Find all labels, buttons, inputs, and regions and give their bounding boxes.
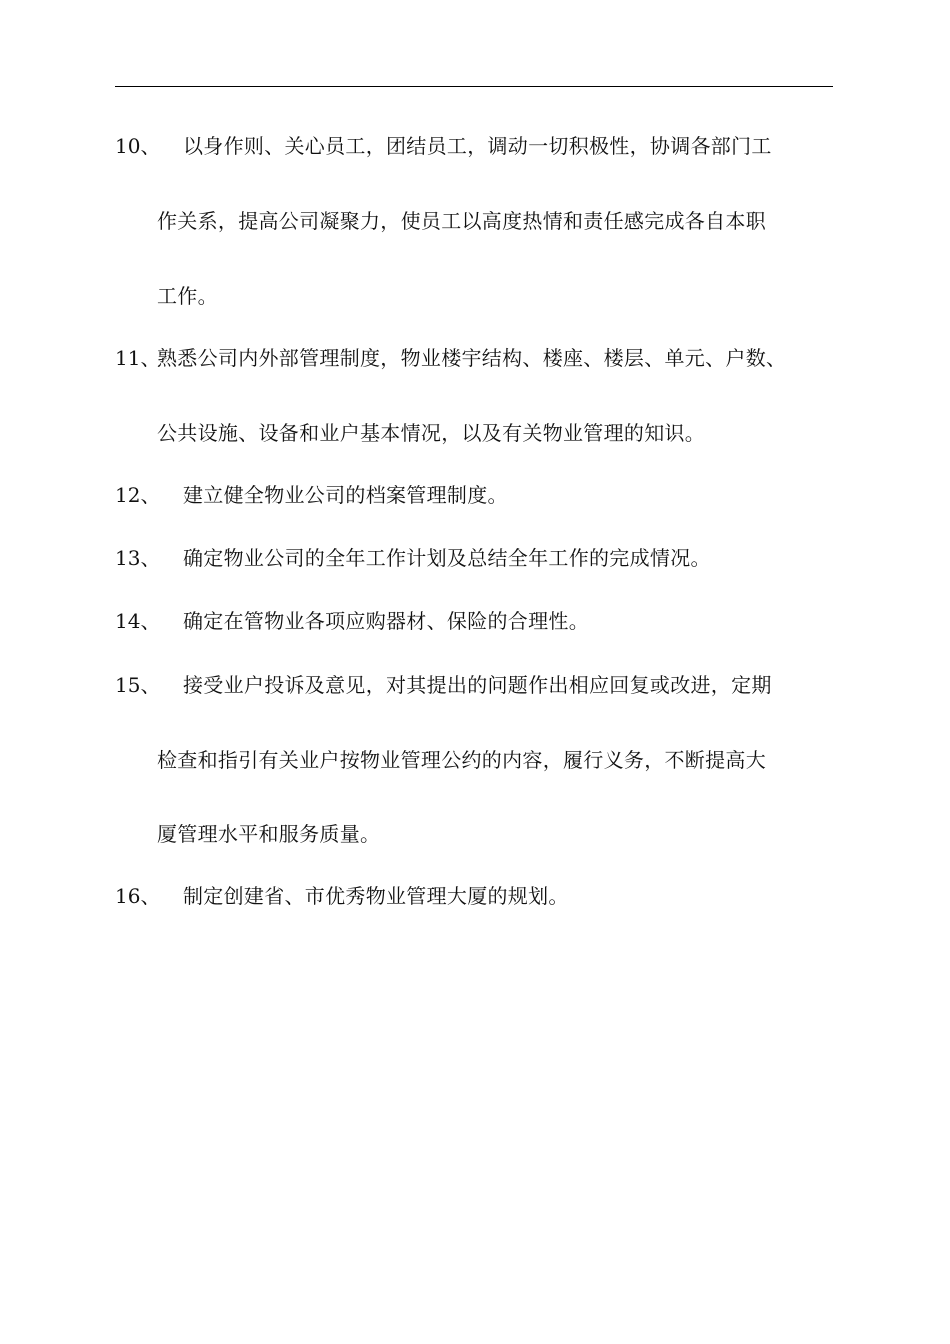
item-number: 12、 (115, 483, 161, 507)
item-number: 13、 (115, 546, 161, 570)
item-text-line: 以身作则、关心员工，团结员工，调动一切积极性，协调各部门工 (183, 134, 772, 158)
item-text-line: 确定在管物业各项应购器材、保险的合理性。 (183, 609, 589, 633)
item-number: 11、 (115, 346, 161, 370)
item-text-line: 工作。 (157, 284, 218, 308)
item-number: 10、 (115, 134, 161, 158)
item-number: 16、 (115, 884, 161, 908)
item-text-line: 确定物业公司的全年工作计划及总结全年工作的完成情况。 (183, 546, 711, 570)
item-text-line: 熟悉公司内外部管理制度，物业楼宇结构、楼座、楼层、单元、户数、 (157, 346, 787, 370)
item-text-line: 检查和指引有关业户按物业管理公约的内容，履行义务，不断提高大 (157, 748, 766, 772)
item-number: 14、 (115, 609, 161, 633)
item-text-line: 公共设施、设备和业户基本情况，以及有关物业管理的知识。 (157, 421, 706, 445)
header-rule (115, 86, 833, 87)
item-text-line: 厦管理水平和服务质量。 (157, 822, 381, 846)
item-number: 15、 (115, 673, 161, 697)
item-text-line: 作关系，提高公司凝聚力，使员工以高度热情和责任感完成各自本职 (157, 209, 766, 233)
item-text-line: 制定创建省、市优秀物业管理大厦的规划。 (183, 884, 569, 908)
item-text-line: 建立健全物业公司的档案管理制度。 (183, 483, 508, 507)
item-text-line: 接受业户投诉及意见，对其提出的问题作出相应回复或改进，定期 (183, 673, 772, 697)
